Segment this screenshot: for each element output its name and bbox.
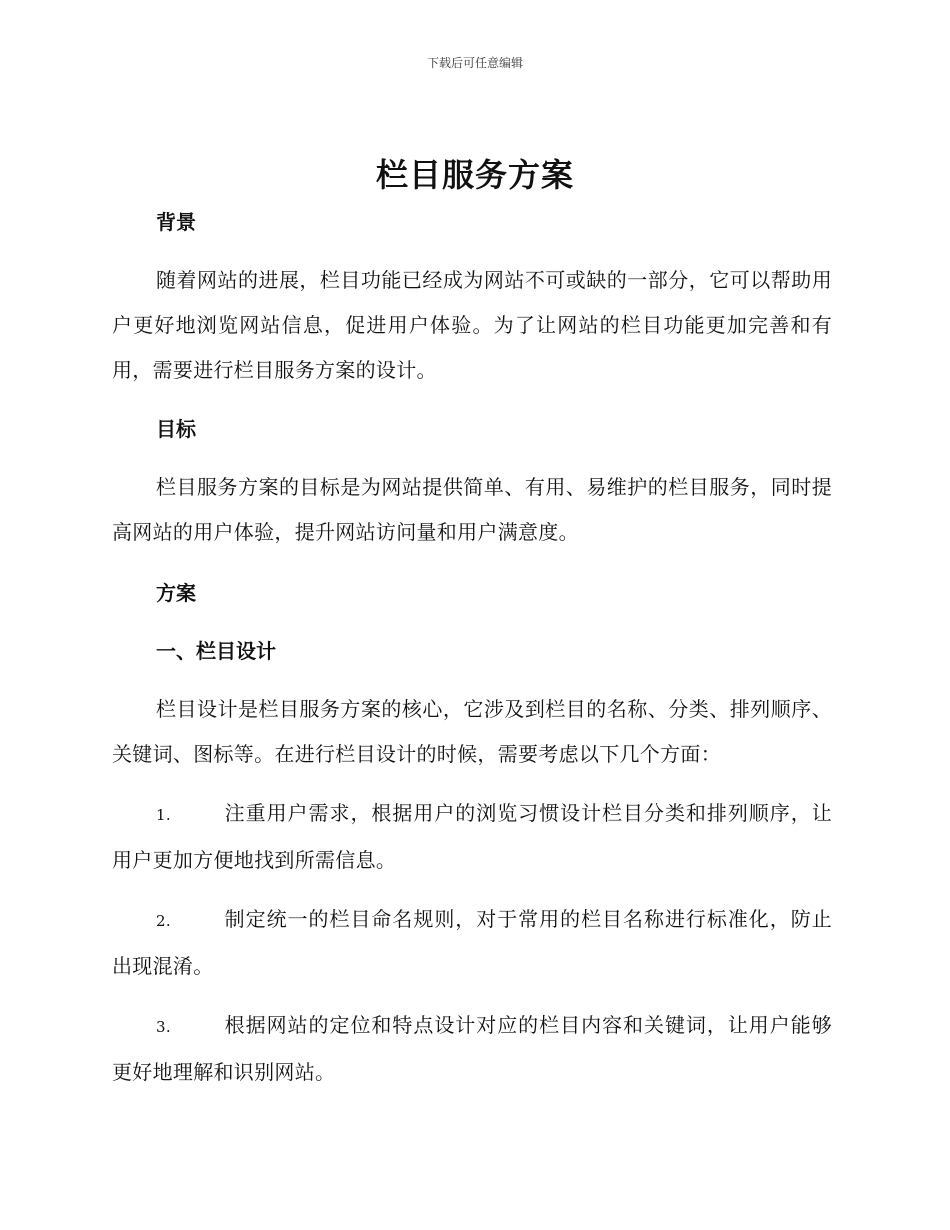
header-note: 下载后可任意编辑 bbox=[426, 56, 523, 70]
section-heading-plan: 方案 bbox=[156, 581, 196, 605]
list-number: 3. bbox=[156, 1018, 171, 1036]
list-number: 2. bbox=[156, 912, 171, 930]
document-body bbox=[112, 200, 832, 1095]
list-text: 根据网站的定位和特点设计对应的栏目内容和关键词，让用户能够更好地理解和识别网站。 bbox=[112, 1013, 832, 1084]
list-item bbox=[112, 897, 832, 989]
list-number: 1. bbox=[156, 806, 171, 824]
column-design-paragraph: 栏目设计是栏目服务方案的核心，它涉及到栏目的名称、分类、排列顺序、关键词、图标等。在进行栏目设计的时候，需要考虑以下几个方面： bbox=[112, 697, 832, 766]
list-item bbox=[112, 791, 832, 883]
section-heading-background: 背景 bbox=[156, 210, 196, 234]
list-text: 制定统一的栏目命名规则，对于常用的栏目名称进行标准化，防止出现混淆。 bbox=[112, 907, 832, 978]
list-item bbox=[112, 1003, 832, 1095]
document-title: 栏目服务方案 bbox=[375, 156, 574, 194]
list-text: 注重用户需求，根据用户的浏览习惯设计栏目分类和排列顺序，让用户更加方便地找到所需信息。 bbox=[112, 801, 832, 872]
subsection-heading-column-design: 一、栏目设计 bbox=[156, 639, 276, 663]
section-heading-goal: 目标 bbox=[156, 417, 196, 441]
goal-paragraph: 栏目服务方案的目标是为网站提供简单、有用、易维护的栏目服务，同时提高网站的用户体验，提升网站访问量和用户满意度。 bbox=[112, 475, 832, 544]
background-paragraph: 随着网站的进展，栏目功能已经成为网站不可或缺的一部分，它可以帮助用户更好地浏览网站信息，促进用户体验。为了让网站的栏目功能更加完善和有用，需要进行栏目服务方案的设计。 bbox=[112, 268, 832, 382]
